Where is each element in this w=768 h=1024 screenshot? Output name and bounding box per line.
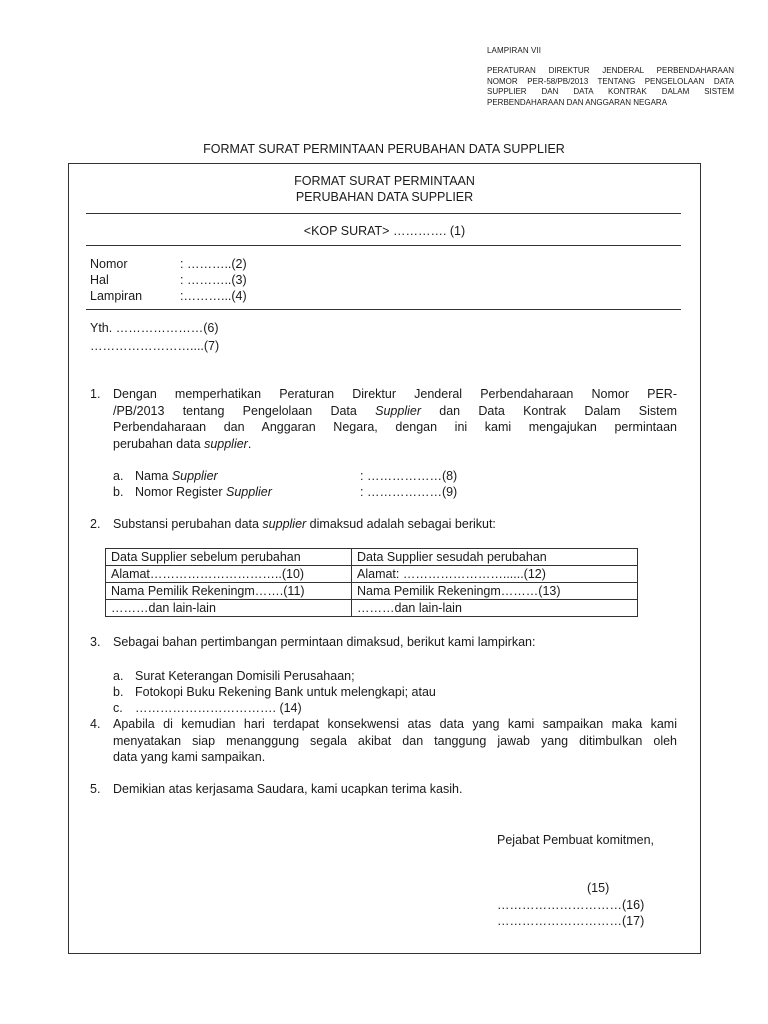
item-3-sub-c-text: ……………………………. (14) [135,701,302,715]
item-3-sub-c-label: c. [113,701,123,715]
item-2-text: Substansi perubahan data supplier dimaksud adalah sebagai berikut: [113,517,496,531]
divider-line [86,245,681,246]
item-1-sub-a-label: a. [113,469,124,483]
lampiran-field-label: Lampiran [90,289,143,303]
item-4-line-3: data yang kami sampaikan. [113,750,266,764]
kop-surat: <KOP SURAT> …………. (1) [303,224,466,238]
regulation-reference [487,66,734,108]
item-3-sub-a-text: Surat Keterangan Domisili Perusahaan; [135,669,355,683]
item-1-line-4: perubahan data supplier. [113,436,252,451]
table-cell: Alamat: ……………………......(12) [352,566,638,583]
regulation-line-1: PERATURAN DIREKTUR JENDERAL PERBENDAHARAAN [487,66,734,75]
table-row [106,583,638,600]
signature-nip-line: …………………………(17) [497,914,645,928]
lampiran-field-value: :………...(4) [180,289,247,303]
table-cell: ………dan lain-lain [106,600,352,617]
regulation-line-4: PERBENDAHARAAN DAN ANGGARAN NEGARA [487,97,668,107]
item-1-sub-b-label: b. [113,485,124,499]
addressee-line: ……………………....(7) [90,339,220,353]
item-number-1: 1. [90,387,101,401]
page-title: FORMAT SURAT PERMINTAAN PERUBAHAN DATA SUPPLIER [203,142,565,156]
table-header-cell: Data Supplier sebelum perubahan [106,549,352,566]
item-3-sub-b-label: b. [113,685,124,699]
signature-title: Pejabat Pembuat komitmen, [497,833,655,847]
table-header-cell: Data Supplier sesudah perubahan [352,549,638,566]
item-4-line-2: menyatakan siap menanggung segala akibat dan tanggung jawab yang ditimbulkan oleh [113,733,677,748]
table-row [106,600,638,617]
item-3-sub-b-text: Fotokopi Buku Rekening Bank untuk melengkapi; atau [135,685,436,699]
table-cell: Nama Pemilik Rekeningm…….(11) [106,583,352,600]
item-number-4: 4. [90,717,101,731]
item-1-sub-a-value: : ………………(8) [360,469,458,483]
item-1-sub-b-value: : ………………(9) [360,485,458,499]
nomor-label: Nomor [90,257,128,271]
item-4-line-1: Apabila di kemudian hari terdapat konsekwensi atas data yang kami sampaikan maka kami [113,717,677,731]
lampiran-label: LAMPIRAN VII [487,46,542,55]
item-1-line-3: Perbendaharaan dan Anggaran Negara, dengan ini kami mengajukan permintaan [113,420,677,434]
item-5-text: Demikian atas kerjasama Saudara, kami ucapkan terima kasih. [113,782,463,796]
divider-line [86,309,681,310]
item-3-sub-a-label: a. [113,669,124,683]
addressee-yth: Yth. …………………(6) [90,321,219,335]
table-row [106,566,638,583]
item-4-paragraph [113,716,677,766]
nomor-value: : ………..(2) [180,257,247,271]
table-cell: Alamat…………………………..(10) [106,566,352,583]
signature-number-15: (15) [587,881,610,895]
regulation-line-3: SUPPLIER DAN DATA KONTRAK DALAM SISTEM [487,87,734,96]
regulation-line-2: NOMOR PER-58/PB/2013 TENTANG PENGELOLAAN DATA [487,76,734,86]
hal-value: : ………..(3) [180,273,247,287]
table-cell: ………dan lain-lain [352,600,638,617]
item-number-2: 2. [90,517,101,531]
signature-name-line: …………………………(16) [497,898,645,912]
item-1-line-2: /PB/2013 tentang Pengelolaan Data Supplier dan Data Kontrak Dalam Sistem [113,403,678,418]
supplier-change-table [105,548,638,617]
item-3-text: Sebagai bahan pertimbangan permintaan dimaksud, berikut kami lampirkan: [113,635,536,649]
item-1-line-1: Dengan memperhatikan Peraturan Direktur Jenderal Perbendaharaan Nomor PER- [113,387,677,401]
item-1-sub-b-text: Nomor Register Supplier [135,485,272,499]
item-1-sub-a-text: Nama Supplier [135,469,218,483]
hal-label: Hal [90,273,109,287]
table-header-row [106,549,638,566]
item-number-5: 5. [90,782,101,796]
item-1-paragraph [113,386,677,452]
item-number-3: 3. [90,635,101,649]
form-title-line-1: FORMAT SURAT PERMINTAAN [294,174,475,188]
table-cell: Nama Pemilik Rekeningm………(13) [352,583,638,600]
divider-line [86,213,681,214]
form-title-line-2: PERUBAHAN DATA SUPPLIER [295,190,474,204]
